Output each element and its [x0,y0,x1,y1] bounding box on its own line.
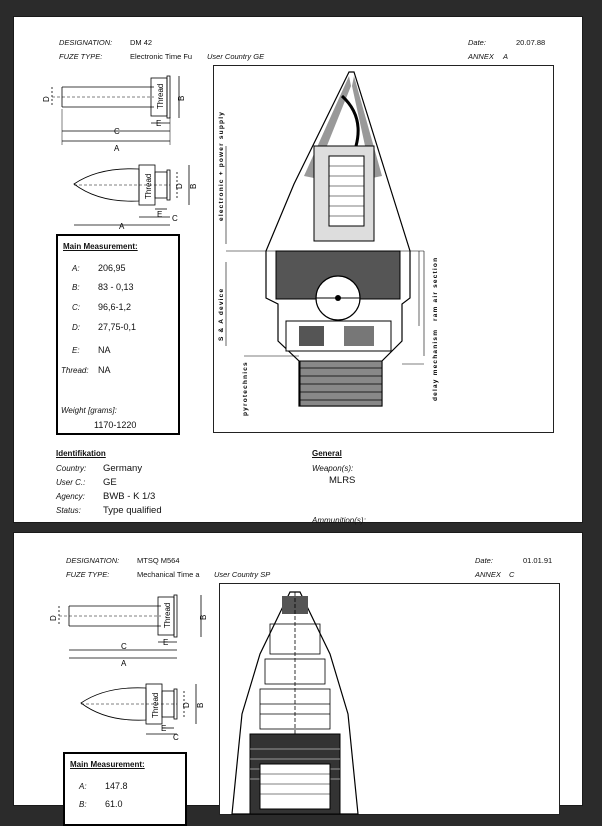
user-c-value: GE [103,477,117,488]
measure2-a-value: 147.8 [105,781,128,791]
measure2-b-label: B: [79,800,87,809]
measure-a-value: 206,95 [98,263,126,273]
sketch-label-c-2: C [172,214,178,223]
sketch-label-b-1: B [177,95,186,101]
user-country-2: User Country SP [214,570,271,579]
ammunition-label: Ammunition(s): [312,516,366,525]
sketch-label-c-1: C [114,127,120,136]
date-label: Date: [468,38,486,47]
fuze-type-value-2: Mechanical Time a [137,570,200,579]
fuze-cross-section-drawing-2 [220,584,559,814]
measure-thread-label: Thread: [61,366,89,375]
sketch-label-d-2: D [175,183,184,189]
identification-title: Identifikation [56,449,106,458]
sketch-label-d-1: D [42,96,51,102]
main-measurement-title: Main Measurement: [63,242,138,251]
designation-value: DM 42 [130,38,153,47]
main-measurement-box-2 [63,752,187,826]
measure-d-label: D: [72,323,80,332]
agency-label: Agency: [56,492,85,501]
status-value: Type qualified [103,505,162,516]
fuze-cross-section-frame-2 [219,583,560,815]
weapons-value: MLRS [329,475,356,486]
dimension-sketch [44,69,219,229]
date-value: 20.07.88 [516,38,546,47]
sketch2-label-d-2: D [182,702,191,708]
dimension-sketch-2 [51,588,226,748]
designation-label-2: DESIGNATION: [66,556,120,565]
annotation-pyrotechnics: pyrotechnics [242,361,249,416]
document-page-2 [14,533,582,809]
measure-b-value: 83 - 0,13 [98,282,134,292]
designation-label: DESIGNATION: [59,38,113,47]
main-measurement-box [56,234,180,435]
date-value-2: 01.01.91 [523,556,553,565]
user-c-label: User C.: [56,478,86,487]
annotation-sa-device: S & A device [218,287,225,341]
sketch-label-b-2: B [189,183,198,189]
designation-value-2: MTSQ M564 [137,556,180,565]
sketch2-thread-label-1: Thread [163,602,172,628]
sketch2-label-a-1: A [121,659,127,668]
user-country: User Country GE [207,52,265,61]
measure2-a-label: A: [79,782,87,791]
sketch2-label-e-2: E [161,724,167,733]
sketch2-label-b-2: B [196,702,205,708]
sketch2-label-c-1: C [121,642,127,651]
sketch2-label-e-1: E [163,638,169,647]
sketch-thread-label-2: Thread [144,173,153,199]
sketch-label-a-2: A [119,222,125,231]
measure-e-label: E: [72,346,80,355]
sketch2-label-c-2: C [173,733,179,742]
weight-value: 1170-1220 [94,420,137,430]
fuze-cross-section-frame [213,65,554,433]
measure-c-label: C: [72,303,80,312]
annex-value: A [503,52,509,61]
main-measurement-title-2: Main Measurement: [70,760,145,769]
document-page-1 [14,17,582,525]
fuze-type-label: FUZE TYPE: [59,52,103,61]
agency-value: BWB - K 1/3 [103,491,156,502]
sketch2-label-b-1: B [199,614,208,620]
date-label-2: Date: [475,556,493,565]
annex-label: ANNEX [468,52,494,61]
annotation-ram-air: ram air section [432,256,439,321]
measure-b-label: B: [72,283,80,292]
measure-thread-value: NA [98,365,111,375]
status-label: Status: [56,506,81,515]
weapons-label: Weapon(s): [312,464,354,473]
sketch-label-e-1: E [156,119,162,128]
sketch2-label-d-1: D [49,615,58,621]
sketch-label-e-2: E [157,210,163,219]
sketch-label-a-1: A [114,144,120,153]
measure-a-label: A: [72,264,80,273]
measure2-b-value: 61.0 [105,799,123,809]
general-title: General [312,449,342,458]
annex-value-2: C [509,570,515,579]
measure-e-value: NA [98,345,111,355]
fuze-cross-section-drawing [214,66,553,432]
country-label: Country: [56,464,87,473]
annotation-delay: delay mechanism [432,328,439,401]
country-value: Germany [103,463,143,474]
weight-label: Weight [grams]: [61,406,117,415]
sketch-thread-label-1: Thread [156,83,165,109]
fuze-type-label-2: FUZE TYPE: [66,570,110,579]
sketch2-thread-label-2: Thread [151,692,160,718]
fuze-type-value: Electronic Time Fu [130,52,193,61]
annotation-electronic: electronic + power supply [218,110,225,221]
measure-c-value: 96,6-1,2 [98,302,132,312]
measure-d-value: 27,75-0,1 [98,322,137,332]
annex-label-2: ANNEX [475,570,501,579]
